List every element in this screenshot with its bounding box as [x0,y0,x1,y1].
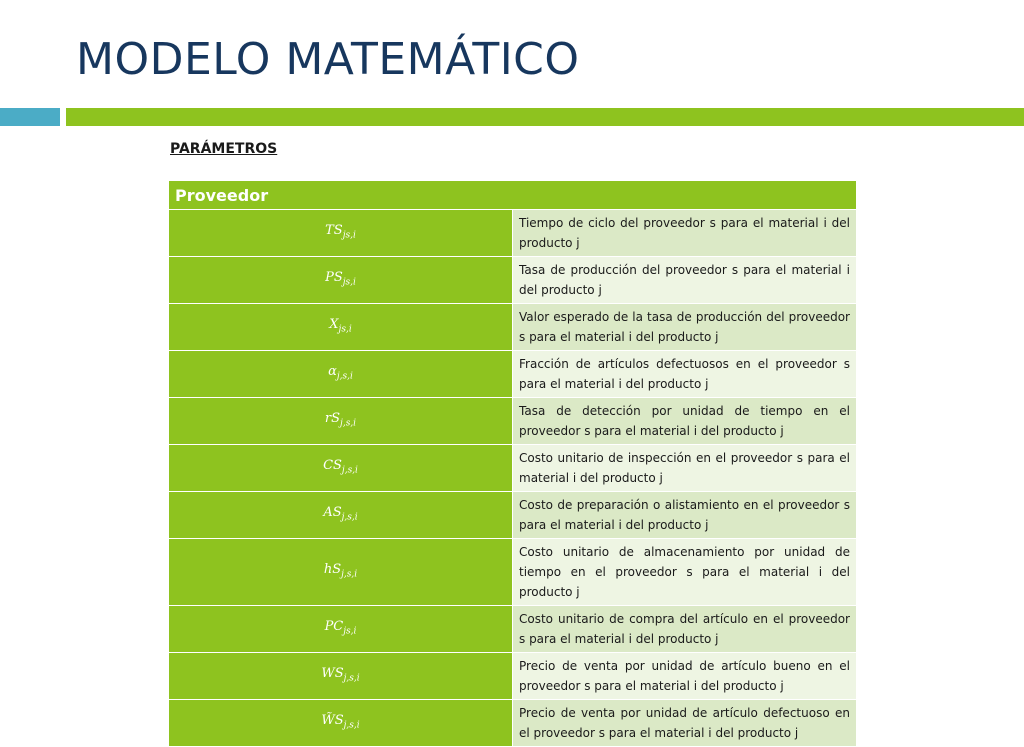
table-row [169,492,857,539]
table-row [169,606,857,653]
table-row [169,700,857,747]
parameter-symbol: $hS_{j,s,i}$ [169,539,513,606]
parameter-symbol: $\alpha_{j,s,i}$ [169,351,513,398]
accent-bar-blue [0,108,60,126]
table-row [169,398,857,445]
table-row [169,304,857,351]
parameter-symbol: $PC_{js,i}$ [169,606,513,653]
parameter-description: Precio de venta por unidad de artículo bueno en el proveedor s para el material i del producto j [513,653,857,700]
parameter-symbol: $W̃S_{j,s,i}$ [169,700,513,747]
table-row [169,653,857,700]
parameter-description: Precio de venta por unidad de artículo defectuoso en el proveedor s para el material i del producto j [513,700,857,747]
parameter-symbol: $WS_{j,s,i}$ [169,653,513,700]
table-header: Proveedor [169,181,857,210]
parameter-description: Costo unitario de inspección en el proveedor s para el material i del producto j [513,445,857,492]
parameter-description: Costo unitario de almacenamiento por unidad de tiempo en el proveedor s para el material i del producto j [513,539,857,606]
parameter-description: Tasa de producción del proveedor s para el material i del producto j [513,257,857,304]
slide-title: MODELO MATEMÁTICO [76,34,580,85]
table-row [169,210,857,257]
table-row [169,351,857,398]
parameter-symbol: $TS_{js,i}$ [169,210,513,257]
accent-bar-green [66,108,1024,126]
parameter-description: Costo unitario de compra del artículo en el proveedor s para el material i del producto j [513,606,857,653]
parameter-symbol: $CS_{j,s,i}$ [169,445,513,492]
parameter-description: Costo de preparación o alistamiento en el proveedor s para el material i del producto j [513,492,857,539]
table-row [169,445,857,492]
parameter-description: Valor esperado de la tasa de producción del proveedor s para el material i del producto j [513,304,857,351]
parameters-table [168,180,857,747]
parameter-description: Tasa de detección por unidad de tiempo en el proveedor s para el material i del producto j [513,398,857,445]
section-heading: PARÁMETROS [170,141,278,157]
parameter-symbol: $PS_{js,i}$ [169,257,513,304]
table-header-row [169,181,857,210]
parameter-description: Fracción de artículos defectuosos en el proveedor s para el material i del producto j [513,351,857,398]
parameter-symbol: $X_{js,i}$ [169,304,513,351]
parameter-description: Tiempo de ciclo del proveedor s para el material i del producto j [513,210,857,257]
parameter-symbol: $rS_{j,s,i}$ [169,398,513,445]
table-row [169,257,857,304]
table-row [169,539,857,606]
parameter-symbol: $AS_{j,s,i}$ [169,492,513,539]
